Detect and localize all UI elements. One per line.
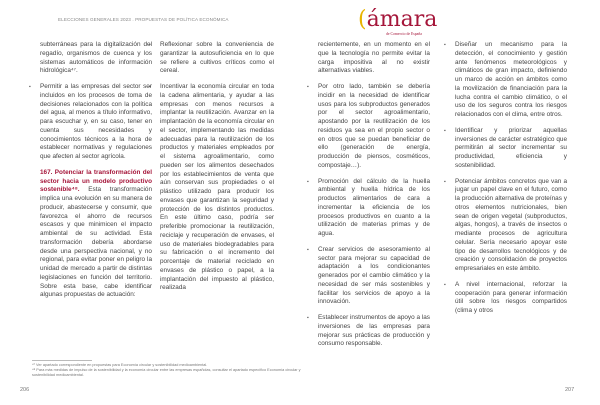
bullet-item: ▪ Diseñar un mecanismo para la detección, el conocimiento y gestión ante fenómenos meteorológicos y climáticos de gran impacto, definiendo un marco de acción en ámbitos como la movilización de financiación para la lucha contra el cambio climático, o el uso de los seguros contra los riesgos relacionados con el clima, entre otros. bbox=[455, 41, 567, 120]
bullet-item: ▪ Permitir a las empresas del sector ser incluidos en los procesos de toma de decisiones relacionados con la política del agua, al menos a título informativo, para escuchar y, en su caso, tener en cuenta sus necesidades y conocimientos técnicos a la hora de establecer normativas y regulaciones que afecten al sector agrícola. bbox=[40, 83, 152, 162]
page-number-left: 206 bbox=[20, 387, 30, 393]
bullet-item: ▪ Potenciar ámbitos concretos que van a jugar un papel clave en el futuro, como la producción alternativa de proteínas y otros elementos nutricionales, bien sean de origen vegetal (subproductos, algas, hongos), a través de insectos o mediante procesos de agricultura celular. Sería necesario apoyar este tipo de desarrollos tecnológicos y de creación y consolidación de proyectos empresariales en este ámbito. bbox=[455, 178, 567, 274]
bullet-item: ▪ Crear servicios de asesoramiento al sector para mejorar su capacidad de adaptación a los condicionantes generados por el cambio climático y la necesidad de ser más sostenibles y facilitar los servicios de apoyo a la innovación. bbox=[318, 246, 430, 307]
bullet-item: ▪ Identificar y priorizar aquellas inversiones de carácter estratégico que permitirán al sector incrementar su productividad, eficiencia y sostenibilidad. bbox=[455, 127, 567, 171]
footnote-48: ⁴⁸ Para más medidas de impulso de la sostenibilidad y la economía circular entre las empresas españolas, consultar el apartado específico Economía circular y sostenibilidad medioambiental. bbox=[32, 368, 301, 378]
column-4 bbox=[455, 41, 567, 323]
footnotes bbox=[32, 363, 302, 379]
column-2 bbox=[160, 41, 274, 300]
bullet-item: ▪ A nivel internacional, reforzar la cooperación para generar información útil sobre los riesgos compartidos (clima y otros bbox=[455, 281, 567, 316]
column-1 bbox=[40, 41, 152, 307]
proposal-heading: 167. Potenciar la transformación del sector hacia un modelo productivo sostenible⁴⁸. bbox=[40, 168, 152, 194]
page-number-right: 207 bbox=[565, 387, 575, 393]
running-header: ELECCIONES GENERALES 2023 . PROPUESTAS DE POLÍTICA ECONÓMICA bbox=[58, 17, 229, 22]
bullet-item: ▪ Incentivar la economía circular en toda la cadena alimentaria, y ayudar a las empresas con menos recursos a implantar la reutilización. Avanzar en la implantación de la economía circular en el sector, implementando las medidas adecuadas para la reutilización de los productos y materiales empleados por el sistema agroalimentario, como pueden ser los alimentos desechados por los establecimientos de venta que aún conservan sus propiedades o el plástico utilizado para producir los envases que garantizan la seguridad y protección de los distintos productos. En este último caso, podría ser preferible promocionar la reutilización, reciclaje y recuperación de envases, el uso de materiales biodegradables para su fabricación o el incremento del porcentaje de material reciclado en envases de plástico o papel, a la implantación del impuesto al plástico, realizada bbox=[160, 83, 274, 293]
camara-logo: (ámara de Comercio de España bbox=[358, 7, 438, 36]
footnote-divider bbox=[32, 360, 92, 361]
proposal-167 bbox=[40, 169, 152, 300]
paragraph: subterráneas para la digitalización del regadío, organismos de cuenca y los sistemas automáticos de información hidrológica⁴⁷. bbox=[40, 41, 152, 75]
bullet-item: ▪ Por otro lado, también se debería incidir en la necesidad de identificar usos para los subproductos generados por el sector agroalimentario, apostando por la reutilización de los residuos ya sea en el propio sector o en otros que se puedan beneficiar de ello (generación de energía, producción de piensos, cosméticos, compostaje…). bbox=[318, 83, 430, 171]
bullet-item: ▪ Establecer instrumentos de apoyo a las inversiones de las empresas para mejorar sus prácticas de producción y consumo responsable. bbox=[318, 314, 430, 349]
column-3 bbox=[318, 41, 430, 356]
paragraph: recientemente, en un momento en el que la tecnología no permite evitar la carga impositiva al no existir alternativas viables. bbox=[318, 41, 430, 75]
bullet-item: ▪ Promoción del cálculo de la huella ambiental y huella hídrica de los productos alimentarios de cara a incrementar la eficiencia de los procesos productivos en cuanto a la utilización de materias primas y de agua. bbox=[318, 178, 430, 239]
proposal-text: Esta transformación implica una evolución en su manera de producir, abastecerse y consumir, que favorezca el ahorro de recursos escasos y que minimicen el impacto ambiental de su actividad. Esta transformación debería abordarse desde una perspectiva nacional, y no regional, para evitar poner en peligro la unidad de mercado a partir de distintas legislaciones en función del territorio. Sobre esta base, cabe identificar algunas propuestas de actuación: bbox=[40, 186, 152, 299]
footnote-47: ⁴⁷ Ver apartado correspondiente en propuestas para Economía circular y sostenibilidad medioambiental. bbox=[32, 363, 208, 367]
bullet-item: ▪ Reflexionar sobre la conveniencia de garantizar la autosuficiencia en lo que se refiere a cultivos críticos como el cereal. bbox=[160, 41, 274, 76]
